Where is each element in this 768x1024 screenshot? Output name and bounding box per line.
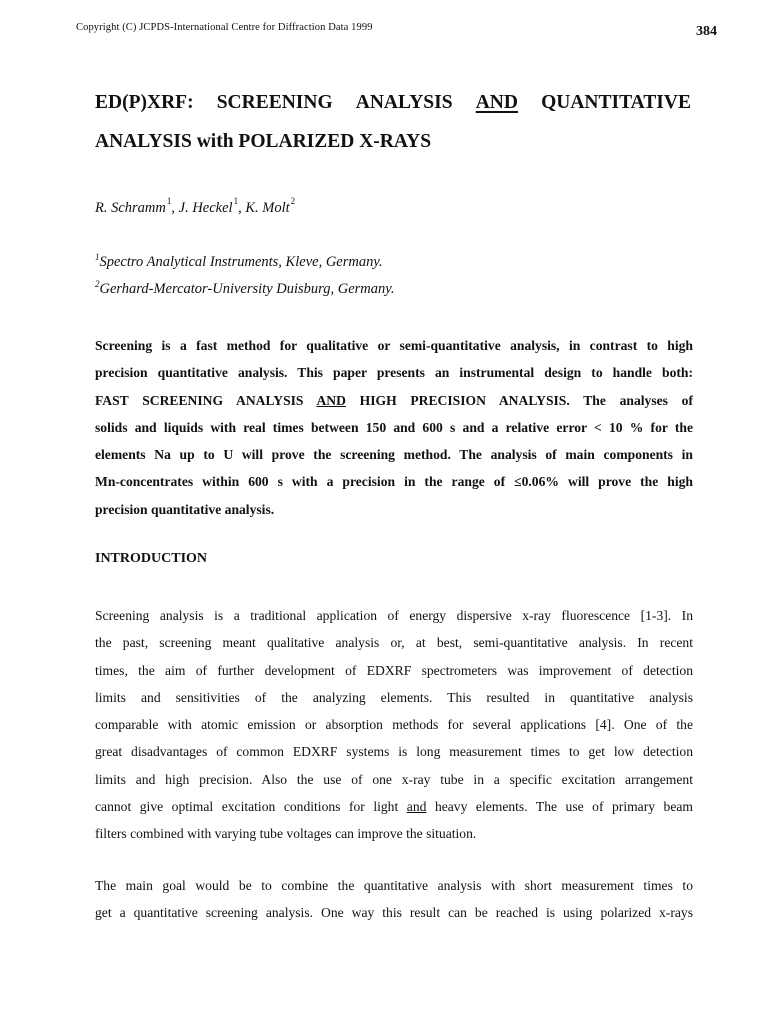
affiliation-marker: 2 <box>95 279 100 289</box>
body-line <box>95 793 693 820</box>
author-name: R. Schramm <box>95 200 166 216</box>
page-number: 384 <box>696 24 717 39</box>
author-name: , K. Molt <box>238 200 290 216</box>
abstract <box>95 332 693 523</box>
abstract-line: elements Na up to U will prove the screening method. The analysis of main components in <box>95 447 693 463</box>
abstract-line <box>95 387 693 414</box>
abstract-line: precision quantitative analysis. This paper presents an instrumental design to handle both: <box>95 365 693 381</box>
body-line: times, the aim of further development of EDXRF spectrometers was improvement of detection <box>95 662 693 678</box>
body-line: get a quantitative screening analysis. One way this result can be reached is using polarized x-rays <box>95 905 693 921</box>
abstract-line: Mn-concentrates within 600 s with a precision in the range of ≤0.06% will prove the high <box>95 474 693 490</box>
introduction-paragraph-1 <box>95 602 693 848</box>
section-heading-introduction: INTRODUCTION <box>95 551 208 566</box>
body-line: The main goal would be to combine the quantitative analysis with short measurement times to <box>95 878 693 893</box>
abstract-text: FAST SCREENING ANALYSIS <box>95 392 304 408</box>
body-line: the past, screening meant qualitative analysis or, at best, semi-quantitative analysis. In recent <box>95 635 693 651</box>
body-line: great disadvantages of common EDXRF systems is long measurement times to get low detection <box>95 744 693 760</box>
title-word: ANALYSIS <box>355 92 453 113</box>
affiliation-1 <box>95 252 383 271</box>
body-line: comparable with atomic emission or absorption methods for several applications [4]. One of the <box>95 717 693 733</box>
affiliation-2 <box>95 279 395 298</box>
abstract-line: solids and liquids with real times between 150 and 600 s and a relative error < 10 % for the <box>95 419 693 435</box>
paper-title-line-1 <box>95 92 691 114</box>
abstract-underlined-word: AND <box>316 392 346 408</box>
body-text: heavy elements. The use of primary beam <box>434 799 693 815</box>
affiliation-marker: 1 <box>95 252 100 262</box>
title-word: ED(P)XRF: <box>95 92 194 113</box>
body-line: limits and sensitivities of the analyzing elements. This resulted in quantitative analysis <box>95 689 693 705</box>
body-line: Screening analysis is a traditional application of energy dispersive x-ray fluorescence [1-3]. In <box>95 608 693 623</box>
affiliation-marker: 1 <box>166 196 172 206</box>
affiliation-text: Gerhard-Mercator-University Duisburg, Germany. <box>99 281 395 297</box>
title-word-underlined: AND <box>475 92 518 113</box>
paper-title-line-2: ANALYSIS with POLARIZED X-RAYS <box>95 131 432 152</box>
title-word: QUANTITATIVE <box>541 92 691 113</box>
abstract-line: precision quantitative analysis. <box>95 501 275 517</box>
body-underlined-word: and <box>406 799 427 815</box>
affiliation-text: Spectro Analytical Instruments, Kleve, Germany. <box>99 254 383 270</box>
abstract-line: Screening is a fast method for qualitative or semi-quantitative analysis, in contrast to high <box>95 338 693 353</box>
body-line: filters combined with varying tube voltages can improve the situation. <box>95 826 477 842</box>
body-text: cannot give optimal excitation conditions for light <box>95 799 399 815</box>
author-name: , J. Heckel <box>171 200 233 216</box>
body-line: limits and high precision. Also the use of one x-ray tube in a specific excitation arrangement <box>95 771 693 787</box>
introduction-paragraph-2 <box>95 872 693 927</box>
title-word: SCREENING <box>216 92 333 113</box>
affiliation-marker: 2 <box>290 196 296 206</box>
abstract-text: HIGH PRECISION ANALYSIS. The analyses of <box>359 392 693 408</box>
author-list <box>95 196 295 217</box>
copyright-notice: Copyright (C) JCPDS-International Centre for Diffraction Data 1999 <box>76 22 373 33</box>
affiliation-marker: 1 <box>233 196 239 206</box>
